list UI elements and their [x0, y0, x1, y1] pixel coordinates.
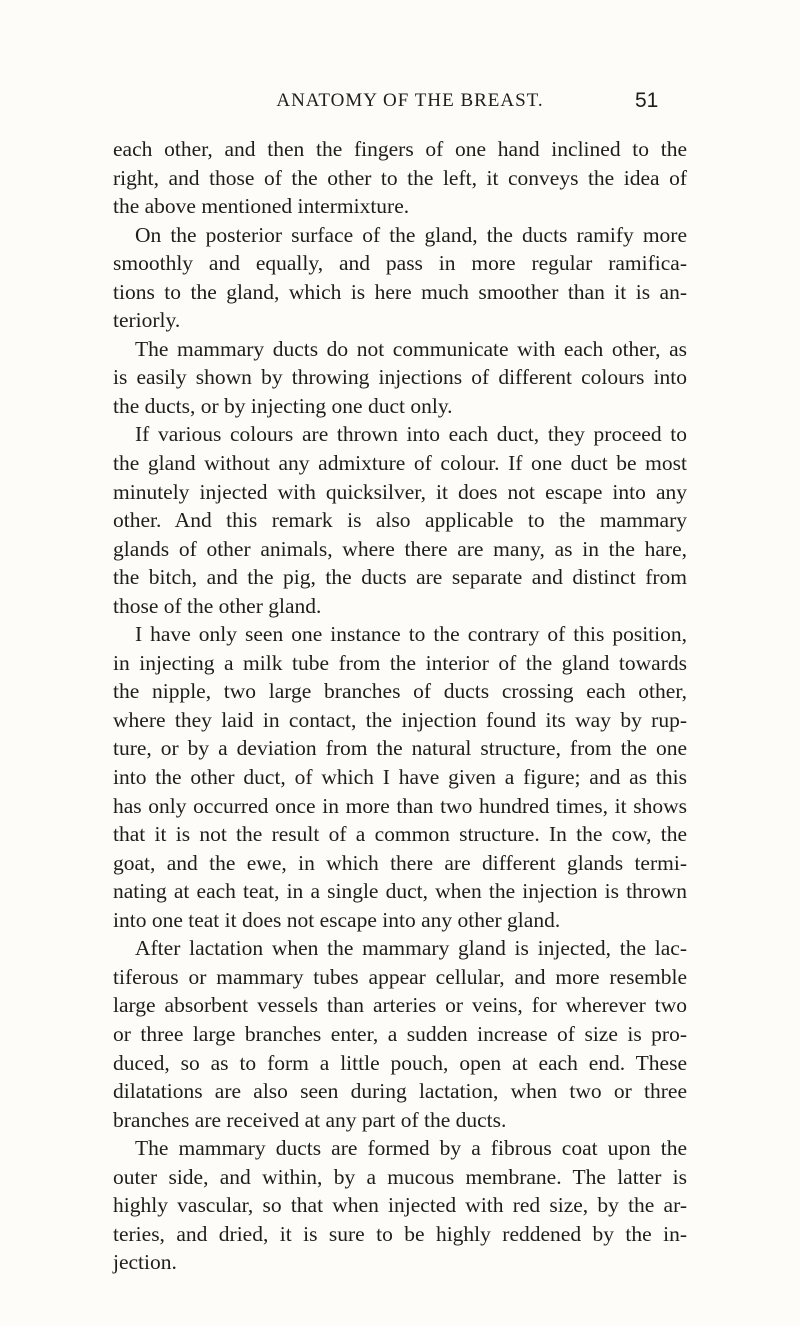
text-line: minutely injected with quicksilver, it does not escape into any	[113, 479, 687, 504]
text-line: the nipple, two large branches of ducts crossing each other,	[113, 679, 687, 704]
text-line: smoothly and equally, and pass in more regular ramifica-	[113, 251, 687, 276]
text-line: dilatations are also seen during lactation, when two or three	[113, 1079, 687, 1104]
text-line: outer side, and within, by a mucous membrane. The latter is	[113, 1164, 687, 1189]
text-line: that it is not the result of a common structure. In the cow, the	[113, 822, 687, 847]
paragraph-start-line: The mammary ducts are formed by a fibrous coat upon the	[135, 1136, 687, 1161]
text-line: teries, and dried, it is sure to be highly reddened by the in-	[113, 1221, 687, 1246]
text-line: jection.	[113, 1250, 177, 1275]
text-line: those of the other gland.	[113, 593, 322, 618]
text-line: has only occurred once in more than two hundred times, it shows	[113, 793, 687, 818]
text-line: other. And this remark is also applicable to the mammary	[113, 508, 687, 533]
text-line: branches are received at any part of the ducts.	[113, 1107, 507, 1132]
text-line: the above mentioned intermixture.	[113, 194, 410, 219]
text-line: right, and those of the other to the left, it conveys the idea of	[113, 165, 687, 190]
running-head: ANATOMY OF THE BREAST.	[276, 90, 544, 111]
text-line: duced, so as to form a little pouch, open at each end. These	[113, 1050, 687, 1075]
text-line: tiferous or mammary tubes appear cellular, and more resemble	[113, 964, 687, 989]
text-line: large absorbent vessels than arteries or veins, for wherever two	[113, 993, 687, 1018]
text-line: teriorly.	[113, 308, 181, 333]
text-line: is easily shown by throwing injections of different colours into	[113, 365, 687, 390]
text-line: the gland without any admixture of colour. If one duct be most	[113, 451, 687, 476]
text-line: ture, or by a deviation from the natural structure, from the one	[113, 736, 687, 761]
text-line: tions to the gland, which is here much smoother than it is an-	[113, 279, 687, 304]
text-line: in injecting a milk tube from the interior of the gland towards	[113, 650, 687, 675]
text-line: into the other duct, of which I have given a figure; and as this	[113, 765, 687, 790]
paragraph-start-line: The mammary ducts do not communicate with each other, as	[135, 336, 687, 361]
text-line: where they laid in contact, the injection found its way by rup-	[113, 707, 687, 732]
text-line: glands of other animals, where there are many, as in the hare,	[113, 536, 687, 561]
body-text	[113, 135, 687, 1277]
text-line: highly vascular, so that when injected with red size, by the ar-	[113, 1193, 687, 1218]
paragraph-start-line: If various colours are thrown into each duct, they proceed to	[135, 422, 687, 447]
text-line: the ducts, or by injecting one duct only.	[113, 393, 453, 418]
text-line: each other, and then the fingers of one hand inclined to the	[113, 137, 687, 161]
paragraph-start-line: On the posterior surface of the gland, the ducts ramify more	[135, 222, 687, 247]
text-line: or three large branches enter, a sudden increase of size is pro-	[113, 1021, 687, 1046]
paragraph-start-line: I have only seen one instance to the contrary of this position,	[135, 622, 687, 647]
text-line: goat, and the ewe, in which there are different glands termi-	[113, 850, 687, 875]
text-line: into one teat it does not escape into any other gland.	[113, 907, 561, 932]
text-line: nating at each teat, in a single duct, when the injection is thrown	[113, 879, 687, 904]
paragraph-start-line: After lactation when the mammary gland is injected, the lac-	[135, 936, 687, 961]
page-number: 51	[635, 89, 659, 112]
text-line: the bitch, and the pig, the ducts are separate and distinct from	[113, 565, 687, 590]
